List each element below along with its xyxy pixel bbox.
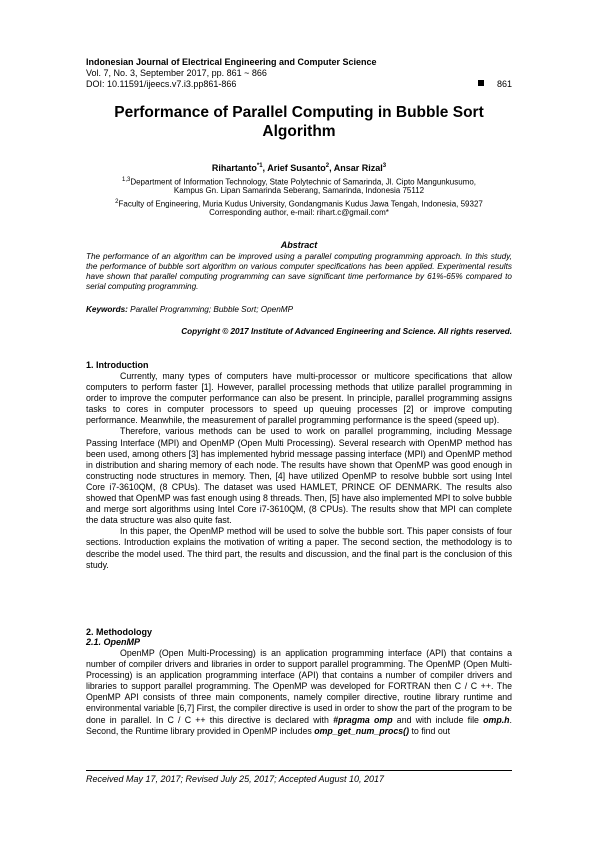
footer-divider	[86, 770, 512, 771]
section-1-heading: 1. Introduction	[86, 360, 149, 370]
openmp-text-a: OpenMP (Open Multi-Processing) is an application programming interface (API) that contains a number of compiler drivers and libraries in order to support parallel programming. The OpenMP (Open Multi-Processing) is an application programming interface (API) that contains a number of compiler drivers and libraries to support parallel programming. The OpenMP was developed for FORTRAN then C / C ++. The OpenMP API consists of three main components, namely compiler directive, routine library runtime and environmental variable [6,7] First, the compiler directive is used in order to show the part of the program to be done in parallel. In C / C ++ this directive is declared with	[86, 648, 512, 725]
section-2-heading: 2. Methodology	[86, 627, 152, 637]
author-1: Rihartanto	[211, 163, 257, 173]
abstract-text: The performance of an algorithm can be improved using a parallel computing programming approach. In this study, the performance of bubble sort algorithm on various computer specifications has been applied. Experimental results have shown that parallel computing programming can save significant time performance by 61%-65% compared to serial computing programming.	[86, 252, 512, 291]
received-dates: Received May 17, 2017; Revised July 25, 2017; Accepted August 10, 2017	[86, 774, 385, 784]
affiliation-2-text: Faculty of Engineering, Muria Kudus University, Gondangmanis Kudus Jawa Tengah, Indonesia, 59327	[118, 199, 483, 209]
intro-paragraph-1: Currently, many types of computers have multi-processor or multicore specifications that allow computers to perform faster [1]. However, parallel processing methods that utilize parallel programming in order to improve the computer performance can also be present. In principle, parallel programming assigns tasks to cores in computer processors to speed up queuing processes [2] or improve computing performance. Meanwhile, the measurement of parallel programming performance is the speed (speed up).	[86, 371, 512, 426]
doi: DOI: 10.11591/ijeecs.v7.i3.pp861-866	[86, 79, 237, 89]
openmp-paragraph	[86, 648, 512, 737]
affiliation-1-text: Department of Information Technology, State Polytechnic of Samarinda, Jl. Cipto Mangunkusumo,	[130, 177, 476, 187]
author-3-sup: 3	[382, 163, 387, 169]
abstract-heading: Abstract	[280, 240, 318, 250]
author-1-sup: *1	[256, 163, 263, 169]
journal-header	[86, 57, 512, 90]
section-1-body	[86, 371, 512, 571]
keywords	[86, 305, 512, 314]
affiliation-1-sup: 1,3	[121, 177, 131, 183]
pragma-code: #pragma omp	[333, 714, 393, 725]
openmp-text-d: to find out	[409, 725, 451, 736]
affiliation-2-sup: 2	[115, 199, 119, 205]
author-3: Ansar Rizal	[333, 163, 383, 173]
journal-name: Indonesian Journal of Electrical Engineering and Computer Science	[86, 57, 377, 67]
corresponding-author: Corresponding author, e-mail: rihart.c@gmail.com*	[209, 208, 389, 217]
page-number-block	[478, 79, 512, 90]
omp-h-code: omp.h	[483, 714, 510, 725]
openmp-text-c: . Second, the Runtime library provided in OpenMP includes	[86, 714, 512, 736]
square-bullet-icon	[478, 80, 484, 86]
intro-paragraph-2: Therefore, various methods can be used to work on parallel programming, including Message Passing Interface (MPI) and OpenMP (Open Multi Processing). Several research with OpenMP method has been used, among others [3] has implemented hybrid message passing interface (MPI) and OpenMP method in distribution and sharing memory of each node. The results have shown that OpenMP was good enough in constructing node structures in memory. Then, [4] have utilized OpenMP to resolve bubble sort using Intel Core i7-3610QM, (8 CPUs). The dataset was used HAMLET, PRINCE OF DENMARK. The results also showed that OpenMP was fast enough using 8 threads. Then, [5] have also implemented MPI to solve bubble and merge sort algorithms using Intel Core i7-3610QM, (8 CPUs). The results show that MPI can complete the data structure was also quite fast.	[86, 426, 512, 526]
intro-paragraph-3: In this paper, the OpenMP method will be used to solve the bubble sort. This paper consists of four sections. Introduction explains the motivation of writing a paper. The second section, the methodology is to describe the model used. The third part, the results and discussion, and the final part is the conclusion of this study.	[86, 526, 512, 570]
author-2: Arief Susanto	[267, 163, 326, 173]
copyright-notice: Copyright © 2017 Institute of Advanced Engineering and Science. All rights reserved.	[181, 327, 512, 336]
openmp-text-b: and with include file	[392, 714, 484, 725]
volume-info: Vol. 7, No. 3, September 2017, pp. 861 ~ 866	[86, 68, 267, 78]
doi-line	[86, 79, 512, 90]
omp-function-code: omp_get_num_procs()	[314, 725, 410, 736]
page-number: 861	[496, 79, 512, 89]
section-2-1-heading: 2.1. OpenMP	[86, 637, 141, 647]
affiliation-1-line-2: Kampus Gn. Lipan Samarinda Seberang, Samarinda, Indonesia 75112	[173, 186, 425, 195]
author-list: Rihartanto$^{*1}$, Arief Susanto$^2$, Ansar Rizal$^3$	[211, 163, 387, 173]
author-2-sup: 2	[325, 163, 330, 169]
paper-title: Performance of Parallel Computing in Bubble Sort Algorithm	[114, 104, 484, 140]
keywords-text: Parallel Programming; Bubble Sort; OpenMP	[130, 305, 294, 314]
keywords-label: Keywords:	[86, 305, 128, 314]
section-2-body	[86, 648, 512, 737]
